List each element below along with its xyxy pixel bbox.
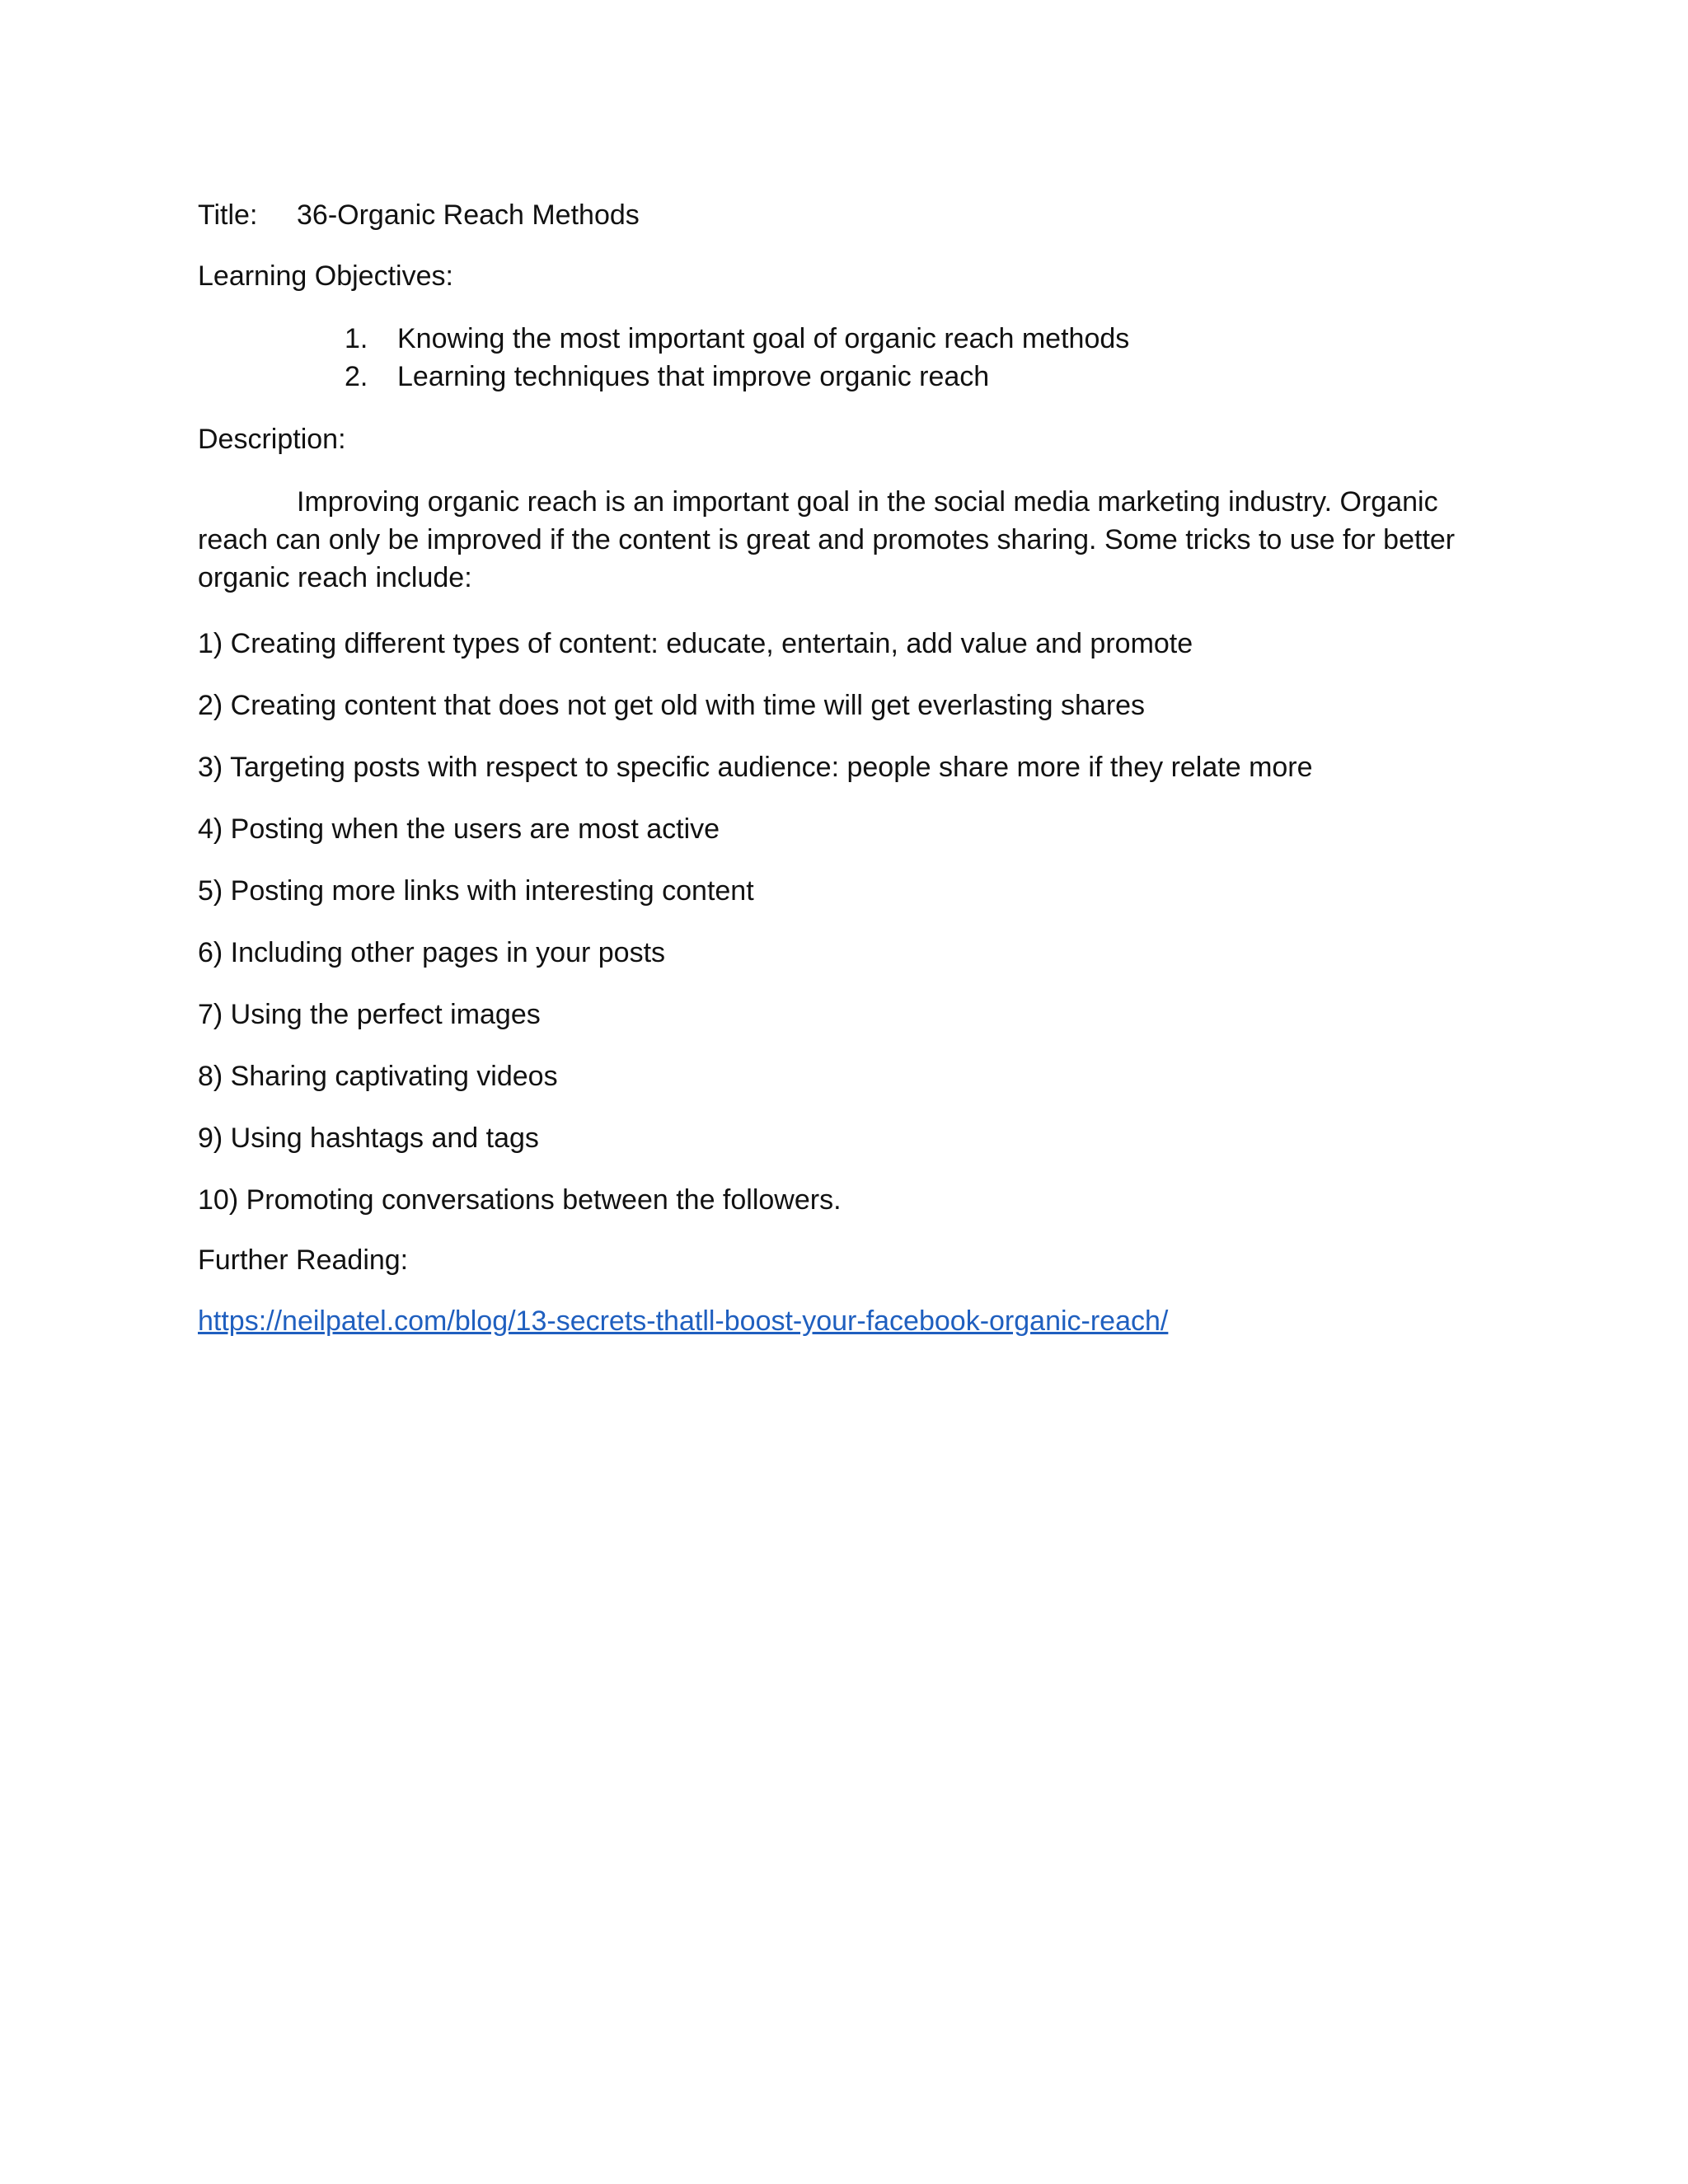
list-item: 3) Targeting posts with respect to specific audience: people share more if they relate more bbox=[198, 752, 1313, 783]
list-item: 8) Sharing captivating videos bbox=[198, 1061, 558, 1092]
list-item: 1) Creating different types of content: educate, entertain, add value and promote bbox=[198, 628, 1193, 659]
list-item: 10) Promoting conversations between the followers. bbox=[198, 1184, 842, 1216]
objective-text: Learning techniques that improve organic reach bbox=[397, 361, 990, 392]
learning-objectives-heading: Learning Objectives: bbox=[198, 260, 453, 292]
description-heading: Description: bbox=[198, 424, 346, 455]
objectives-list bbox=[198, 320, 1500, 396]
objective-item bbox=[345, 320, 1500, 358]
further-reading-link[interactable]: https://neilpatel.com/blog/13-secrets-thatll-boost-your-facebook-organic-reach/ bbox=[198, 1305, 1169, 1337]
list-item: 2) Creating content that does not get old with time will get everlasting shares bbox=[198, 690, 1146, 721]
objective-number: 1. bbox=[345, 323, 368, 354]
list-item: 7) Using the perfect images bbox=[198, 999, 541, 1030]
objective-number: 2. bbox=[345, 361, 368, 392]
list-item: 5) Posting more links with interesting content bbox=[198, 875, 754, 907]
title-row bbox=[198, 196, 1500, 234]
objective-item bbox=[345, 358, 1500, 396]
document-title: 36-Organic Reach Methods bbox=[297, 199, 640, 231]
description-paragraph: Improving organic reach is an important goal in the social media marketing industry. Organic reach can only be improved if the content is great and promotes sharing. Some tricks to use for better organic reach include: bbox=[198, 486, 1456, 593]
list-item: 9) Using hashtags and tags bbox=[198, 1122, 539, 1154]
objective-text: Knowing the most important goal of organic reach methods bbox=[397, 323, 1130, 354]
tricks-list bbox=[198, 625, 1500, 1219]
list-item: 6) Including other pages in your posts bbox=[198, 937, 666, 968]
document-page bbox=[198, 196, 1500, 1340]
list-item: 4) Posting when the users are most active bbox=[198, 813, 720, 845]
title-label: Title: bbox=[198, 199, 258, 231]
further-reading-heading: Further Reading: bbox=[198, 1244, 409, 1276]
